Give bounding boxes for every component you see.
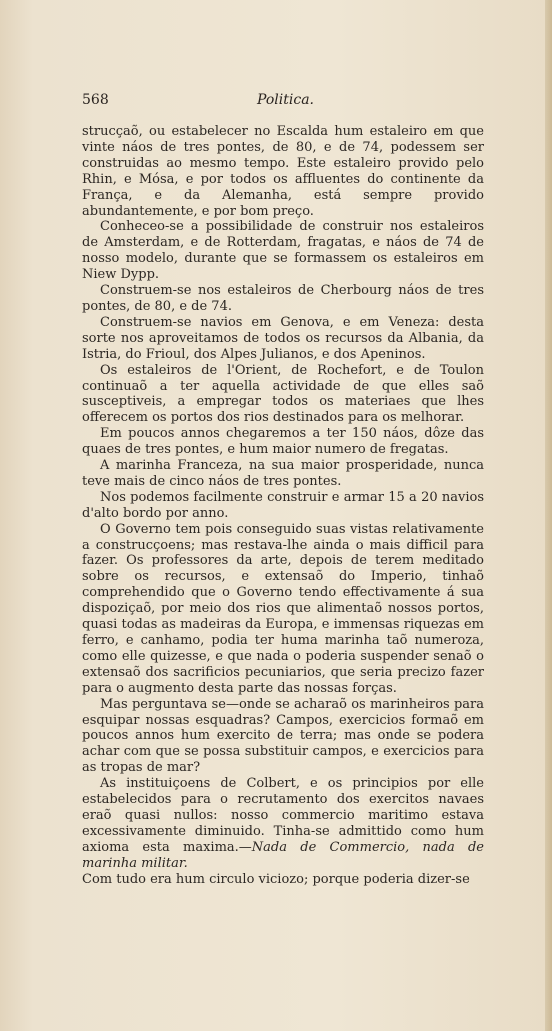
- paragraph-9: O Governo tem pois conseguido suas vistas relativamente a construcçoens; mas restava-lhe ainda o mais difficil para fazer. Os professores da arte, depois de terem meditado sobre os recursos, e extensaõ do Imperio, tinhaõ comprehendido que o Governo tendo effectivamente á sua dispoziçaõ, por meio dos rios que alimentaõ nossos portos, quasi todas as madeiras da Europa, e immensas riquezas em ferro, e canhamo, podia ter huma marinha taõ numeroza, como elle quizesse, e que nada o poderia suspender senaõ o extensaõ dos sacrificios pecuniarios, que seria precizo fazer para o augmento desta parte das nossas forças.: [82, 521, 484, 696]
- paragraph-11-text: As instituiçoens de Colbert, e os principios por elle estabelecidos para o recrutamento dos exercitos navaes eraõ quasi nullos: nosso commercio maritimo estava excessivamente diminuido. Tinha-se admittido como hum axioma esta maxima.—: [82, 776, 484, 855]
- paragraph-11: [82, 776, 484, 871]
- running-title: Politica.: [257, 92, 314, 108]
- paragraph-6: Em poucos annos chegaremos a ter 150 náos, dôze das quaes de tres pontes, e hum maior numero de fregatas.: [82, 426, 484, 458]
- paragraph-10: Mas perguntava se—onde se acharaõ os marinheiros para esquipar nossas esquadras? Campos, exercicios formaõ em poucos annos hum exercito de terra; mas onde se podera achar com que se possa substituir campos, e exercicios para as tropas de mar?: [82, 696, 484, 776]
- page-number: 568: [82, 92, 109, 108]
- body-text: [82, 124, 484, 888]
- paragraph-4: Construem-se navios em Genova, e em Veneza: desta sorte nos aproveitamos de todos os recursos da Albania, da Istria, do Frioul, dos Alpes Julianos, e dos Apeninos.: [82, 314, 484, 362]
- page-header: [82, 92, 484, 114]
- paragraph-12: Com tudo era hum circulo viciozo; porque poderia dizer-se: [82, 871, 470, 887]
- maxim-quote: Nada de Commercio, nada de marinha militar.: [82, 839, 485, 871]
- paragraph-1: strucçaõ, ou estabelecer no Escalda hum estaleiro em que vinte náos de tres pontes, de 80, e de 74, podessem ser construidas ao mesmo tempo. Este estaleiro provido pelo Rhin, e Mósa, e por todos os affluentes do continente da França, e da Alemanha, está sempre provido abundantemente, e por bom preço.: [82, 124, 484, 219]
- paragraph-7: A marinha Franceza, na sua maior prosperidade, nunca teve mais de cinco náos de tres pontes.: [82, 458, 484, 489]
- paragraph-5: Os estaleiros de l'Orient, de Rochefort, e de Toulon continuaõ a ter aquella actividade de que elles saõ susceptiveis, a empregar todos os materiaes que lhes offerecem os portos dos rios destinados para os melhorar.: [82, 362, 484, 426]
- page-edge: [545, 0, 552, 1031]
- paragraph-2: Conheceo-se a possibilidade de construir nos estaleiros de Amsterdam, e de Rotterdam, fragatas, e náos de 74 de nosso modelo, durante que se formassem os estaleiros em Niew Dypp.: [82, 219, 484, 283]
- paragraph-3: Construem-se nos estaleiros de Cherbourg náos de tres pontes, de 80, e de 74.: [82, 283, 484, 314]
- paragraph-8: Nos podemos facilmente construir e armar 15 a 20 navios d'alto bordo por anno.: [82, 489, 484, 521]
